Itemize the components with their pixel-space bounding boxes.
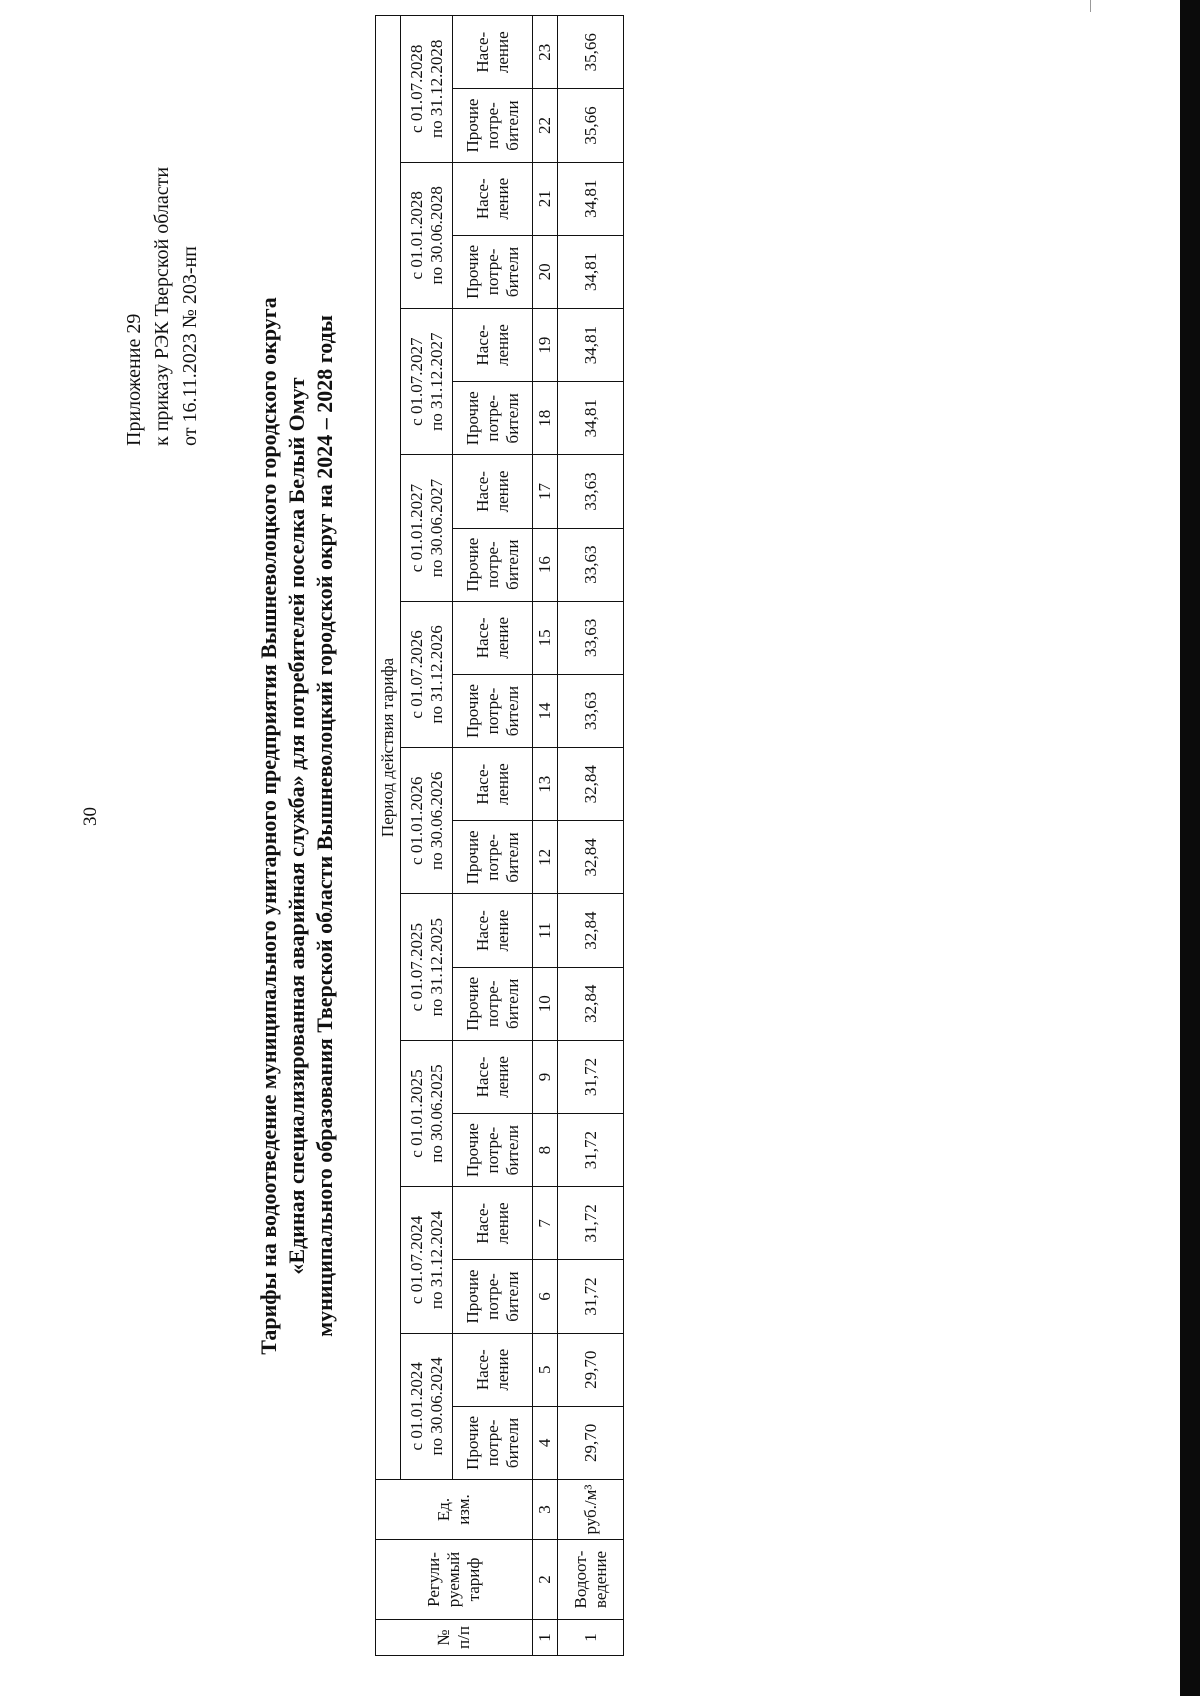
subheader-other-consumers: Прочие потре-бители	[453, 967, 533, 1040]
page-number: 30	[80, 807, 101, 826]
appendix-block	[120, 167, 204, 446]
tariff-value-cell: 35,66	[558, 15, 624, 88]
tariff-value-cell: 32,84	[558, 894, 624, 967]
tariff-value-cell: 29,70	[558, 1333, 624, 1406]
row-number: 1	[558, 1620, 624, 1656]
subheader-other-consumers: Прочие потре-бители	[453, 1406, 533, 1479]
period-to: по 30.06.2028	[426, 186, 446, 285]
period-header	[401, 1333, 453, 1479]
subheader-population: Насе-ление	[453, 15, 533, 88]
index-row	[533, 15, 558, 1655]
period-header	[401, 601, 453, 747]
tariff-value-cell: 31,72	[558, 1187, 624, 1260]
period-header	[401, 748, 453, 894]
index-cell: 16	[533, 528, 558, 601]
period-header	[401, 309, 453, 455]
index-cell: 3	[533, 1480, 558, 1540]
tariff-value-cell: 31,72	[558, 1040, 624, 1113]
tariff-value-cell: 29,70	[558, 1406, 624, 1479]
table-row	[558, 15, 624, 1655]
scan-border-bar	[1180, 0, 1200, 1696]
tariff-value-cell: 34,81	[558, 235, 624, 308]
tariff-value-cell: 32,84	[558, 821, 624, 894]
subheader-population: Насе-ление	[453, 1187, 533, 1260]
subheader-population: Насе-ление	[453, 162, 533, 235]
header-row-dates	[401, 15, 453, 1655]
index-cell: 4	[533, 1406, 558, 1479]
index-cell: 15	[533, 601, 558, 674]
title-line-3: муниципального образования Тверской области Вышневолоцкий городской округ на 2024 – 2028 годы	[312, 315, 337, 1337]
period-header	[401, 1187, 453, 1333]
index-cell: 17	[533, 455, 558, 528]
period-to: по 31.12.2027	[426, 332, 446, 431]
index-cell: 10	[533, 967, 558, 1040]
tariff-value-cell: 33,63	[558, 528, 624, 601]
period-from: с 01.01.2026	[406, 776, 426, 865]
period-from: с 01.07.2026	[406, 630, 426, 719]
col-header-period: Период действия тарифа	[376, 15, 401, 1479]
index-cell: 13	[533, 748, 558, 821]
index-cell: 8	[533, 1114, 558, 1187]
index-cell: 1	[533, 1620, 558, 1656]
document-title	[255, 76, 339, 1576]
period-to: по 30.06.2024	[426, 1357, 446, 1456]
subheader-population: Насе-ление	[453, 455, 533, 528]
period-from: с 01.01.2025	[406, 1069, 426, 1158]
subheader-other-consumers: Прочие потре-бители	[453, 674, 533, 747]
subheader-other-consumers: Прочие потре-бители	[453, 235, 533, 308]
tariff-value-cell: 33,63	[558, 674, 624, 747]
tariff-value-cell: 31,72	[558, 1114, 624, 1187]
tariff-value-cell: 32,84	[558, 748, 624, 821]
index-cell: 2	[533, 1540, 558, 1620]
subheader-other-consumers: Прочие потре-бители	[453, 528, 533, 601]
period-header	[401, 162, 453, 308]
col-header-tariff: Регули-руемый тариф	[376, 1540, 533, 1620]
tariff-value-cell: 33,63	[558, 455, 624, 528]
period-from: с 01.07.2027	[406, 337, 426, 426]
appendix-line-3: от 16.11.2023 № 203-нп	[179, 246, 201, 446]
index-cell: 18	[533, 382, 558, 455]
index-cell: 7	[533, 1187, 558, 1260]
subheader-other-consumers: Прочие потре-бители	[453, 89, 533, 162]
title-line-1: Тарифы на водоотведение муниципального унитарного предприятия Вышневолоцкого городского округа	[256, 297, 281, 1355]
subheader-population: Насе-ление	[453, 309, 533, 382]
index-cell: 5	[533, 1333, 558, 1406]
subheader-other-consumers: Прочие потре-бители	[453, 1260, 533, 1333]
period-from: с 01.07.2024	[406, 1215, 426, 1305]
subheader-other-consumers: Прочие потре-бители	[453, 1114, 533, 1187]
tariff-value-cell: 34,81	[558, 309, 624, 382]
appendix-line-2: к приказу РЭК Тверской области	[151, 166, 173, 446]
tariff-value-cell: 33,63	[558, 601, 624, 674]
row-tariff-name: Водоот-ведение	[558, 1540, 624, 1620]
index-cell: 21	[533, 162, 558, 235]
period-to: по 31.12.2028	[426, 39, 446, 138]
index-cell: 22	[533, 89, 558, 162]
period-from: с 01.01.2028	[406, 191, 426, 280]
tariff-value-cell: 34,81	[558, 162, 624, 235]
period-from: с 01.07.2028	[406, 44, 426, 133]
index-cell: 23	[533, 15, 558, 88]
period-header	[401, 894, 453, 1040]
period-header	[401, 1040, 453, 1186]
subheader-population: Насе-ление	[453, 748, 533, 821]
period-to: по 30.06.2027	[426, 478, 446, 578]
period-to: по 31.12.2026	[426, 625, 446, 724]
tariff-value-cell: 35,66	[558, 89, 624, 162]
header-row-consumers	[453, 15, 533, 1655]
period-from: с 01.01.2024	[406, 1362, 426, 1451]
col-header-number: № п/п	[376, 1620, 533, 1656]
period-to: по 30.06.2026	[426, 771, 446, 870]
subheader-population: Насе-ление	[453, 1333, 533, 1406]
index-cell: 20	[533, 235, 558, 308]
tariff-value-cell: 34,81	[558, 382, 624, 455]
period-to: по 30.06.2025	[426, 1064, 446, 1163]
subheader-population: Насе-ление	[453, 1040, 533, 1113]
row-unit: руб./м³	[558, 1480, 624, 1540]
header-row-period	[376, 15, 401, 1655]
period-from: с 01.07.2025	[406, 923, 426, 1012]
period-to: по 31.12.2024	[426, 1210, 446, 1310]
period-header	[401, 455, 453, 601]
subheader-population: Насе-ление	[453, 894, 533, 967]
subheader-other-consumers: Прочие потре-бители	[453, 382, 533, 455]
title-line-2: «Единая специализированная аварийная служба» для потребителей поселка Белый Омут	[284, 377, 309, 1275]
subheader-population: Насе-ление	[453, 601, 533, 674]
tariff-value-cell: 31,72	[558, 1260, 624, 1333]
appendix-line-1: Приложение 29	[123, 313, 145, 446]
period-from: с 01.01.2027	[406, 483, 426, 573]
index-cell: 14	[533, 674, 558, 747]
index-cell: 11	[533, 894, 558, 967]
index-cell: 9	[533, 1040, 558, 1113]
tariff-table	[375, 15, 624, 1656]
tariff-value-cell: 32,84	[558, 967, 624, 1040]
index-cell: 6	[533, 1260, 558, 1333]
index-cell: 19	[533, 309, 558, 382]
subheader-other-consumers: Прочие потре-бители	[453, 821, 533, 894]
index-cell: 12	[533, 821, 558, 894]
period-to: по 31.12.2025	[426, 918, 446, 1017]
period-header	[401, 15, 453, 162]
col-header-unit: Ед. изм.	[376, 1480, 533, 1540]
